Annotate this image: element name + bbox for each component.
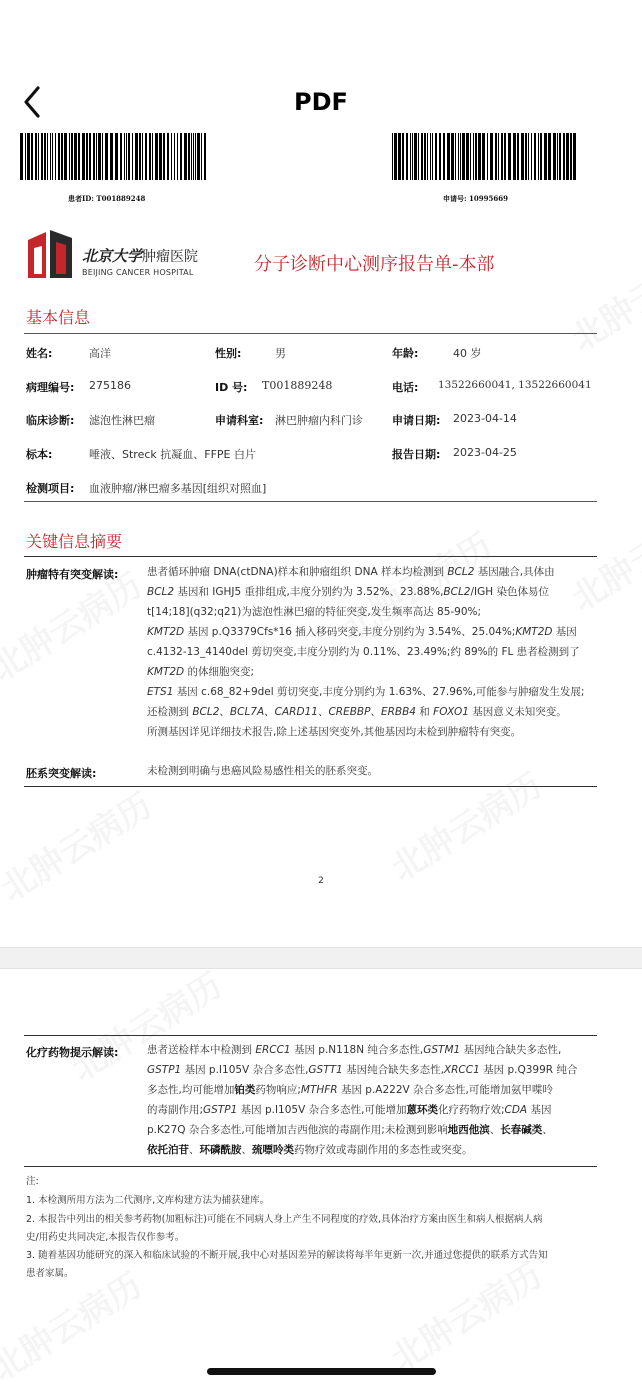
barcode-bar	[406, 133, 408, 180]
pathology-no-label: 病理编号:	[26, 381, 75, 394]
barcode-bar	[115, 133, 118, 180]
barcode-bar	[201, 133, 202, 180]
barcode-bar	[553, 133, 556, 180]
divider	[24, 1035, 597, 1036]
barcode-bar	[498, 133, 499, 180]
barcode-bar	[540, 133, 542, 180]
barcode-bar	[501, 133, 503, 180]
barcode-bar	[64, 133, 67, 180]
barcode-bar	[31, 133, 33, 180]
apply-date-value: 2023-04-14	[453, 412, 517, 425]
barcode-bar	[71, 133, 73, 180]
barcode-bar	[96, 133, 97, 180]
barcode-bar	[188, 133, 190, 180]
page-break	[0, 947, 642, 969]
barcode-bar	[167, 133, 169, 180]
report-title: 分子诊断中心测序报告单-本部	[254, 254, 495, 275]
barcode-bar	[25, 133, 26, 180]
barcode-request-no	[392, 133, 579, 180]
hospital-name-en: BEIJING CANCER HOSPITAL	[82, 268, 194, 277]
divider	[24, 333, 597, 334]
section-title-basic-info: 基本信息	[26, 308, 91, 327]
barcode-bar	[139, 133, 141, 180]
barcode-bar	[191, 133, 192, 180]
watermark	[0, 1259, 150, 1389]
test-item-value: 血液肿瘤/淋巴瘤多基因[组织对照血]	[89, 482, 267, 495]
note-2-cont: 史/用药史共同决定,本报告仅作参考。	[26, 1232, 185, 1243]
watermark	[560, 229, 642, 361]
barcode-bar	[61, 133, 63, 180]
barcode-bar	[120, 133, 122, 180]
barcode-bar	[525, 133, 527, 180]
barcode-bar	[174, 133, 175, 180]
notes-title: 注:	[26, 1176, 39, 1187]
barcode-bar	[418, 133, 419, 180]
barcode-bar	[50, 133, 51, 180]
barcode-bar	[414, 133, 417, 180]
barcode-bar	[392, 133, 393, 180]
pathology-no-value: 275186	[89, 379, 131, 392]
dept-value: 淋巴肿瘤内科门诊	[275, 414, 363, 427]
tumor-mutation-label: 肿瘤特有突变解读:	[26, 568, 119, 581]
watermark	[380, 1249, 550, 1381]
dept-label: 申请科室:	[215, 414, 264, 427]
apply-date-label: 申请日期:	[392, 414, 441, 427]
barcode-bar	[573, 133, 576, 180]
page-number: 2	[318, 876, 324, 886]
barcode-bar	[435, 133, 437, 180]
test-item-label: 检测项目:	[26, 482, 75, 495]
section-title-summary: 关键信息摘要	[26, 532, 123, 551]
divider	[24, 556, 597, 557]
barcode-bar	[447, 133, 450, 180]
hospital-name-cn	[82, 245, 198, 266]
report-date-label: 报告日期:	[392, 448, 441, 461]
barcode-bar	[504, 133, 506, 180]
barcode-bar	[548, 133, 551, 180]
sex-label: 性别:	[215, 347, 242, 360]
barcode-bar	[458, 133, 459, 180]
barcode-bar	[443, 133, 445, 180]
age-label: 年龄:	[392, 347, 419, 360]
germline-label: 胚系突变解读:	[26, 767, 97, 780]
barcode-bar	[427, 133, 428, 180]
barcode-bar	[86, 133, 88, 180]
page-title: PDF	[294, 88, 348, 116]
hospital-name-cn-main: 肿瘤医院	[142, 249, 199, 265]
tumor-mutation-text: 患者循环肿瘤 DNA(ctDNA)样本和肿瘤组织 DNA 样本均检测到 BCL2 基因融合,具体由 BCL2 基因和 IGHJ5 重排组成,丰度分别约为 3.52%、23.88%,BCL2/IGH 染色体易位 t[14;18](q32;q21)为滤泡性淋巴瘤的特征突变,发生频率高达 85-90%; KMT2D 基因 p.Q3379Cfs*16 插入移码突变,丰度分别约为 3.54%、25.04%;KMT2D 基因 c.4132-13_4140del 剪切突变,丰度分别约为 0.11%、23.49%;约 89%的 FL 患者检测到了 KMT2D 的体细胞突变; ETS1 基因 c.68_82+9del 剪切突变,丰度分别约为 1.63%、27.96%,可能参与肿瘤发生发展; 还检测到 BCL2、BCL7A、CARD11、CREBBP、ERBB4 和 FOXO1 基因意义未知突变。 所测基因详见详细技术报告,除上述基因突变外,其他基因均未检到肿瘤特有突变。	[147, 566, 585, 738]
barcode-bar	[517, 133, 519, 180]
barcode-bar	[544, 133, 547, 180]
barcode-bar	[466, 133, 469, 180]
barcode-bar	[394, 133, 397, 180]
barcode-bar	[563, 133, 565, 180]
barcode-bar	[152, 133, 153, 180]
diagnosis-label: 临床诊断:	[26, 414, 75, 427]
report-date-value: 2023-04-25	[453, 446, 517, 459]
barcode-bar	[513, 133, 516, 180]
barcode-bar	[93, 133, 95, 180]
barcode-bar	[490, 133, 493, 180]
barcode-bar	[74, 133, 77, 180]
diagnosis-value: 滤泡性淋巴瘤	[89, 414, 155, 427]
hospital-logo	[26, 228, 76, 280]
patient-id-caption: 患者ID: T001889248	[68, 194, 146, 203]
id-label: ID 号:	[215, 381, 248, 394]
germline-text: 未检测到明确与患癌风险易感性相关的胚系突变。	[147, 765, 378, 777]
name-value: 高洋	[89, 347, 111, 360]
note-1: 1. 本检测所用方法为二代测序,文库构建方法为捕获建库。	[26, 1195, 270, 1206]
barcode-bar	[424, 133, 426, 180]
barcode-bar	[163, 133, 165, 180]
barcode-bar	[531, 133, 532, 180]
barcode-bar	[451, 133, 454, 180]
barcode-bar	[204, 133, 206, 180]
barcode-bar	[184, 133, 187, 180]
hospital-name-cn-script: 北京大学	[82, 247, 143, 265]
barcode-bar	[528, 133, 529, 180]
barcode-bar	[171, 133, 172, 180]
barcode-bar	[421, 133, 423, 180]
barcode-bar	[20, 133, 23, 180]
sex-value: 男	[275, 347, 286, 360]
barcode-bar	[193, 133, 194, 180]
barcode-bar	[55, 133, 56, 180]
name-label: 姓名:	[26, 347, 53, 360]
barcode-bar	[135, 133, 138, 180]
chemo-text: 患者送检样本中检测到 ERCC1 基因 p.N118N 纯合多态性,GSTM1 基因纯合缺失多态性, GSTP1 基因 p.I105V 杂合多态性,GSTT1 基因纯合缺失多态性,XRCC1 基因 p.Q399R 纯合 多态性,均可能增加铂类药物响应;MTHFR 基因 p.A222V 杂合多态性,可能增加氨甲喋呤 的毒副作用;GSTP1 基因 p.I105V 杂合多态性,可能增加蒽环类化疗药物疗效;CDA 基因 p.K27Q 杂合多态性,可能增加吉西他滨的毒副作用;未检测到影响地西他滨、长春碱类、 依托泊苷、环磷酰胺、巯嘌呤类药物疗效或毒副作用的多态性或突变。	[147, 1044, 578, 1156]
divider	[24, 1166, 597, 1167]
barcode-bar	[155, 133, 158, 180]
barcode-bar	[432, 133, 433, 180]
barcode-bar	[128, 133, 130, 180]
barcode-bar	[35, 133, 37, 180]
note-3: 3. 随着基因功能研究的深入和临床试验的不断开展,我中心对基因差异的解读将每半年更新一次,并通过您提供的联系方式告知	[26, 1250, 548, 1261]
barcode-bar	[78, 133, 80, 180]
barcode-bar	[149, 133, 151, 180]
barcode-bar	[82, 133, 85, 180]
barcode-bar	[47, 133, 48, 180]
barcode-bar	[410, 133, 411, 180]
barcode-bar	[495, 133, 497, 180]
barcode-bar	[460, 133, 461, 180]
barcode-bar	[412, 133, 413, 180]
barcode-bar	[455, 133, 456, 180]
barcode-bar	[557, 133, 558, 180]
home-indicator[interactable]	[207, 1368, 436, 1375]
age-value: 40 岁	[453, 347, 482, 360]
barcode-bar	[195, 133, 196, 180]
barcode-bar	[570, 133, 572, 180]
barcode-bar	[159, 133, 162, 180]
barcode-bar	[126, 133, 127, 180]
id-value: T001889248	[262, 379, 333, 392]
barcode-bar	[102, 133, 103, 180]
barcode-bar	[439, 133, 441, 180]
barcode-bar	[41, 133, 43, 180]
chemo-label: 化疗药物提示解读:	[26, 1046, 119, 1059]
barcode-bar	[38, 133, 39, 180]
barcode-bar	[473, 133, 474, 180]
phone-label: 电话:	[392, 381, 419, 394]
barcode-bar	[98, 133, 101, 180]
note-3-cont: 患者家属。	[26, 1268, 74, 1279]
barcode-bar	[478, 133, 481, 180]
watermark	[0, 779, 160, 911]
barcode-patient-id	[20, 133, 207, 180]
barcode-bar	[44, 133, 46, 180]
barcode-bar	[145, 133, 147, 180]
barcode-bar	[110, 133, 113, 180]
barcode-bar	[559, 133, 561, 180]
barcode-bar	[521, 133, 524, 180]
barcode-bar	[58, 133, 60, 180]
specimen-label: 标本:	[26, 448, 53, 461]
barcode-bar	[27, 133, 30, 180]
barcode-bar	[177, 133, 178, 180]
barcode-bar	[89, 133, 91, 180]
barcode-bar	[538, 133, 539, 180]
barcode-bar	[482, 133, 485, 180]
barcode-bar	[462, 133, 465, 180]
barcode-bar	[52, 133, 53, 180]
barcode-bar	[142, 133, 143, 180]
barcode-bar	[470, 133, 471, 180]
barcode-bar	[566, 133, 569, 180]
divider	[24, 501, 597, 502]
barcode-bar	[475, 133, 477, 180]
barcode-bar	[124, 133, 125, 180]
barcode-bar	[398, 133, 401, 180]
barcode-bar	[132, 133, 133, 180]
specimen-value: 唾液、Streck 抗凝血、FFPE 白片	[89, 448, 256, 461]
barcode-bar	[105, 133, 108, 180]
barcode-bar	[487, 133, 488, 180]
barcode-bar	[508, 133, 511, 180]
note-2: 2. 本报告中列出的相关参考药物(加粗标注)可能在不同病人身上产生不同程度的疗效,具体治疗方案由医生和病人根据病人病	[26, 1214, 543, 1225]
barcode-bar	[430, 133, 431, 180]
barcode-bar	[534, 133, 536, 180]
divider	[24, 786, 597, 787]
barcode-bar	[197, 133, 200, 180]
barcode-bar	[69, 133, 70, 180]
phone-value: 13522660041, 13522660041	[438, 379, 592, 391]
barcode-bar	[402, 133, 404, 180]
request-no-caption: 申请号: 10995669	[443, 194, 508, 203]
barcode-bar	[180, 133, 182, 180]
